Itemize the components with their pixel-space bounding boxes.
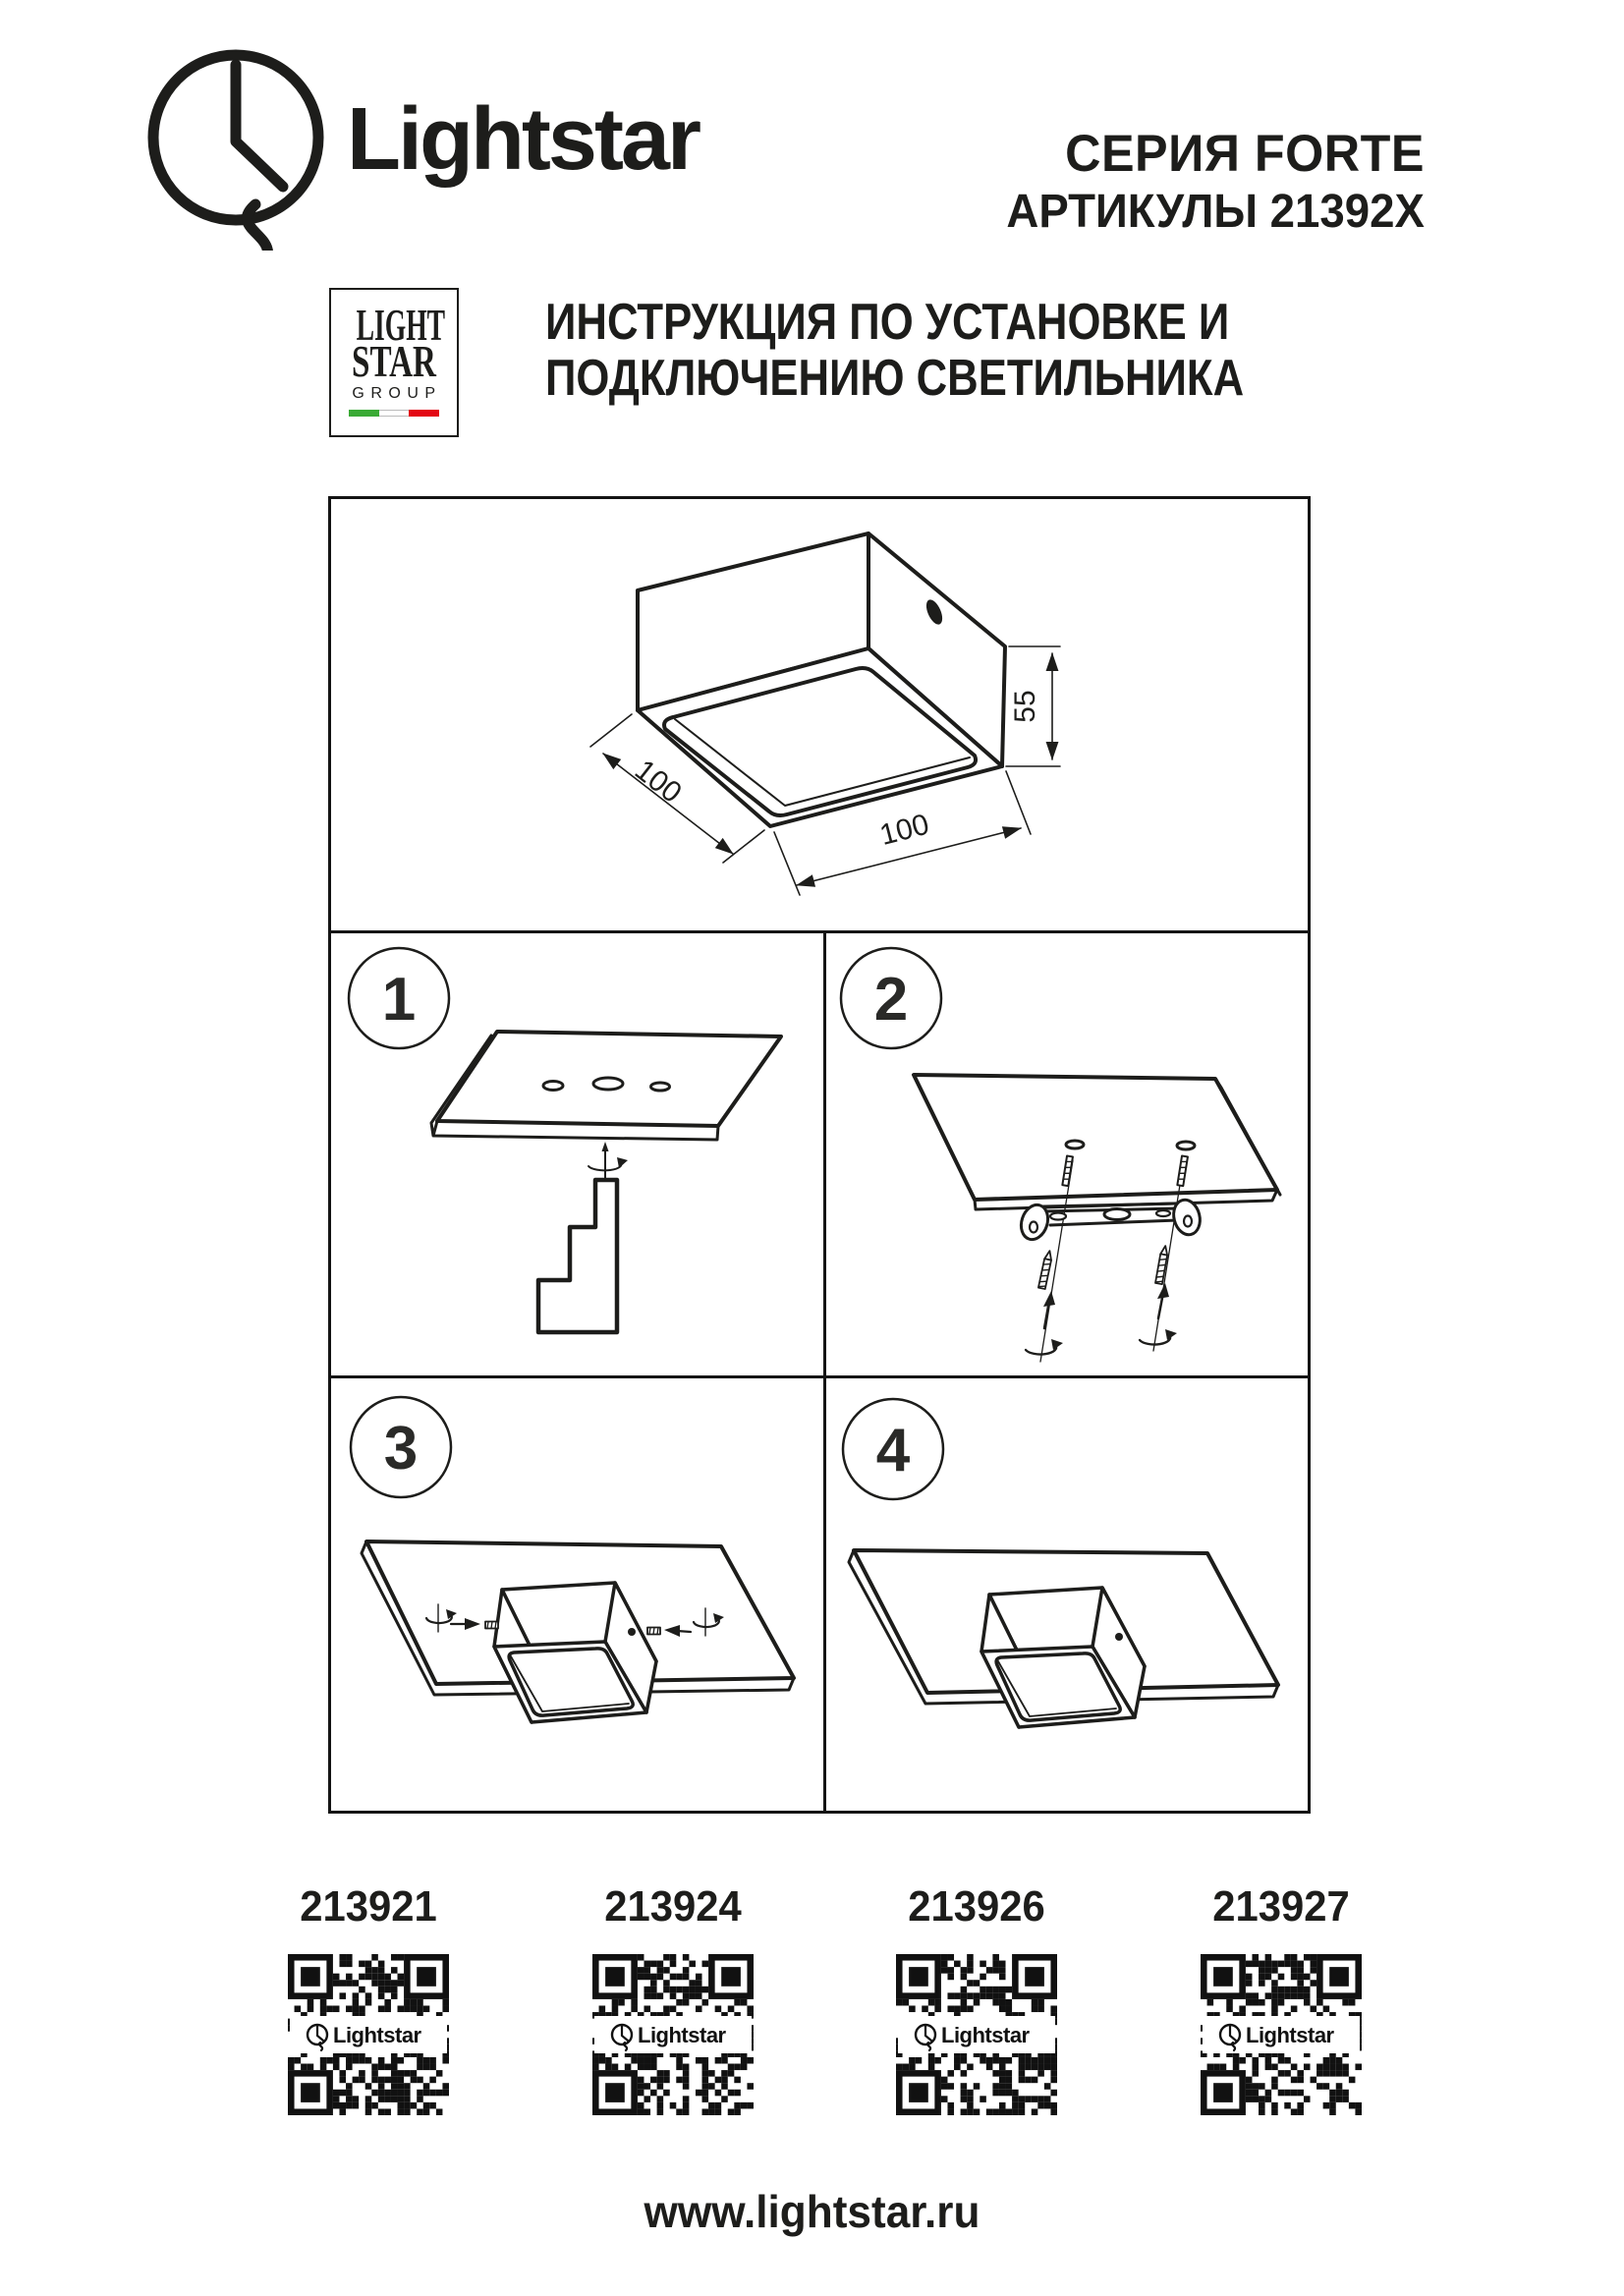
mounting-plate-drawing: [431, 1032, 781, 1140]
svg-text:Lightstar: Lightstar: [333, 2023, 421, 2047]
page-title: [545, 295, 1244, 407]
bulb-icon: [153, 55, 318, 251]
upward-arrow-icon: [1043, 1283, 1169, 1328]
step-3-drawing: [331, 1378, 823, 1814]
dimension-diagram: [331, 499, 1308, 930]
qr-code: [896, 1954, 1057, 2115]
qr-code: [288, 1954, 449, 2115]
qr-center-logo: [1203, 2016, 1360, 2053]
lightstar-logo: [126, 39, 833, 251]
articles-title: АРТИКУЛЫ 21392X: [1006, 186, 1425, 238]
dimension-55: [1006, 646, 1060, 766]
brand-wordmark: Lightstar: [347, 90, 700, 189]
article-code: 213924: [604, 1882, 742, 1931]
svg-text:100: 100: [628, 754, 688, 810]
svg-text:Lightstar: Lightstar: [1246, 2023, 1334, 2047]
step-3-number: 3: [383, 1415, 419, 1483]
article-code: 213927: [1212, 1882, 1350, 1931]
title-line1: ИНСТРУКЦИЯ ПО УСТАНОВКЕ И: [545, 294, 1230, 351]
mounting-bracket-drawing: [1017, 1197, 1204, 1243]
step-2-drawing: [826, 933, 1308, 1375]
svg-text:Lightstar: Lightstar: [941, 2023, 1030, 2047]
step-4-drawing: [826, 1378, 1308, 1814]
step-1-drawing: [331, 933, 823, 1375]
qr-center-logo: [898, 2016, 1055, 2053]
italian-flag-icon: [349, 410, 439, 417]
svg-text:55: 55: [1009, 690, 1041, 723]
tapping-screw-icon: [1038, 1250, 1053, 1289]
lamp-isometric-drawing: [638, 533, 1005, 826]
badge-light: LIGHT: [356, 300, 446, 350]
lightstar-group-badge: [329, 288, 459, 437]
svg-text:Lightstar: Lightstar: [638, 2023, 726, 2047]
badge-star: STAR: [352, 336, 436, 386]
qr-code: [592, 1954, 754, 2115]
series-title: СЕРИЯ FORTE: [1065, 125, 1425, 183]
article-code: 213926: [908, 1882, 1045, 1931]
qr-center-logo: [594, 2016, 752, 2053]
ceiling-plate-drawing: [914, 1075, 1280, 1209]
svg-text:100: 100: [876, 808, 932, 853]
step-1-number: 1: [381, 966, 417, 1034]
website-url: www.lightstar.ru: [644, 2186, 980, 2237]
instruction-grid: [328, 496, 1311, 1814]
header-product-info: [1007, 124, 1425, 240]
qr-center-logo: [290, 2016, 447, 2053]
badge-group: GROUP: [352, 385, 442, 402]
title-line2: ПОДКЛЮЧЕНИЮ СВЕТИЛЬНИКА: [545, 350, 1245, 407]
drill-template-drawing: [538, 1142, 628, 1332]
qr-code: [1201, 1954, 1362, 2115]
article-code: 213921: [300, 1882, 437, 1931]
step-4-number: 4: [875, 1417, 911, 1484]
step-2-number: 2: [873, 966, 909, 1034]
